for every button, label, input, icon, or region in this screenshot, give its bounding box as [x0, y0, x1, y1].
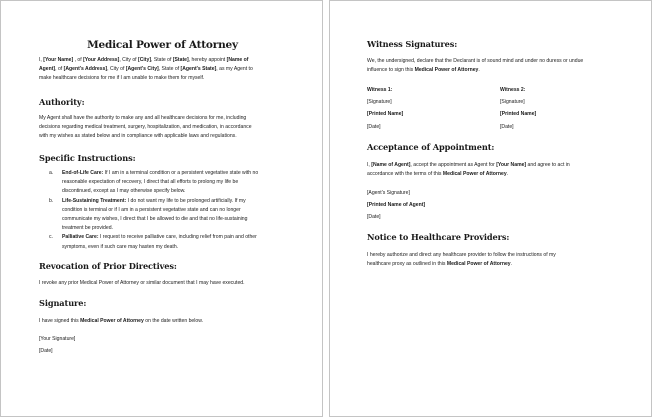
authority-heading: Authority:	[39, 97, 85, 107]
instruction-item: b. Life-Sustaining Treatment: I do not want my life to be prolonged artificially. If my condition is terminal or if I am in a persistent vegetative state and can no longer communicate my wishes, I direct that I be allowed to die and that no life-sustaining treatment be provided.	[49, 197, 248, 232]
witness-heading: Witness Signatures:	[367, 39, 458, 49]
instruction-item: a. End-of-Life Care: If I am in a terminal condition or a persistent vegetative state with no reasonable expectation of recovery, I direct that all efforts to prolong my life be discontinued, except as I may otherwise specify below.	[49, 170, 259, 195]
revocation-text: I revoke any prior Medical Power of Attorney or similar document that I may have executed.	[39, 280, 245, 286]
document-page-2	[329, 0, 652, 417]
your-signature-placeholder: [Your Signature]	[39, 336, 76, 342]
signature-heading: Signature:	[39, 298, 87, 308]
instruction-item: c. Palliative Care: I request to receive palliative care, including relief from pain and other symptoms, even if such care may hasten my death.	[49, 234, 257, 250]
witness-declaration: We, the undersigned, declare that the Declarant is of sound mind and under no duress or undue influence to sign this Medical Power of Attorney.	[367, 58, 584, 74]
witness-2-block: Witness 2: [Signature] [Printed Name] [Date]	[500, 87, 537, 130]
specific-instructions-heading: Specific Instructions:	[39, 153, 136, 163]
acceptance-statement: I, [Name of Agent], accept the appointment as Agent for [Your Name] and agree to act in accordance with the terms of this Medical Power of Attorney.	[367, 162, 570, 178]
notice-heading: Notice to Healthcare Providers:	[367, 232, 510, 242]
instructions-list	[49, 169, 258, 252]
witness-1-block: Witness 1: [Signature] [Printed Name] [Date]	[367, 87, 404, 130]
revocation-heading: Revocation of Prior Directives:	[39, 261, 177, 271]
notice-paragraph: I hereby authorize and direct any healthcare provider to follow the instructions of my healthcare proxy as outlined in this Medical Power of Attorney.	[367, 252, 556, 268]
signature-statement: I have signed this Medical Power of Attorney on the date written below.	[39, 318, 204, 324]
signature-date-placeholder: [Date]	[39, 348, 53, 354]
agent-signature-block: [Agent's Signature] [Printed Name of Agent] [Date]	[367, 190, 426, 221]
document-page-1	[0, 0, 323, 417]
document-title: Medical Power of Attorney	[87, 39, 238, 51]
authority-paragraph: My Agent shall have the authority to make any and all healthcare decisions for me, including decisions regarding medical treatment, surgery, hospitalization, and medication, in accordance with my wishes as stated below and in compliance with applicable laws and regulations.	[39, 115, 252, 140]
intro-paragraph: I, [Your Name] , of [Your Address], City of [City], State of [State], hereby appoint [Name of Agent], of [Agent's Address], City of [Agent's City], State of [Agent's State], as my Agent to make healthcare decisions for me if I am unable to make them for myself.	[39, 57, 253, 82]
acceptance-heading: Acceptance of Appointment:	[367, 142, 495, 152]
